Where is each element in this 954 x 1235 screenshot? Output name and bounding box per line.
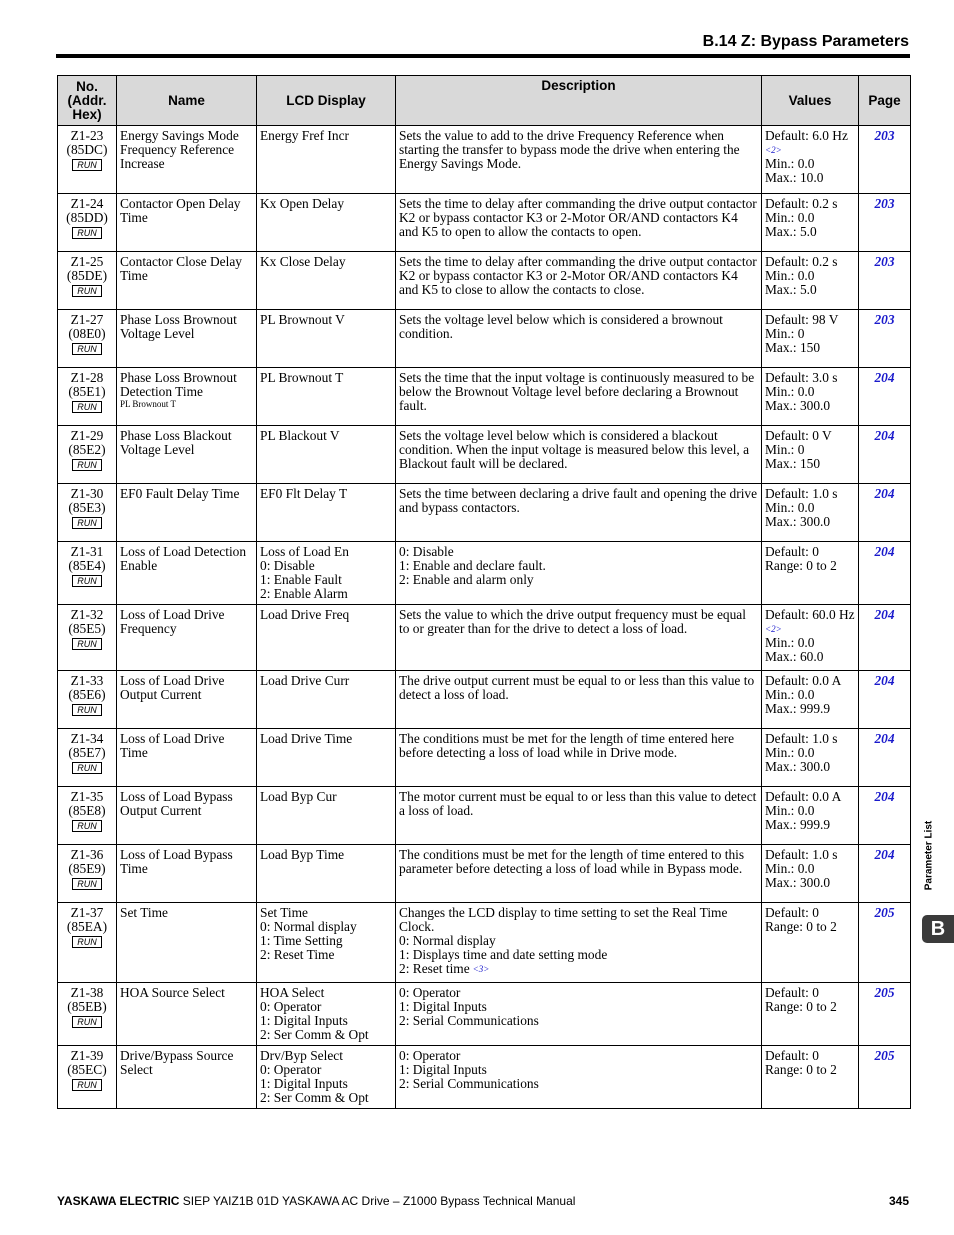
- param-number-cell: [58, 426, 117, 484]
- value-line: Range: 0 to 2: [765, 999, 837, 1014]
- lcd-display-line: 2: Reset Time: [260, 947, 335, 962]
- col-header-no: No. (Addr. Hex): [58, 76, 117, 126]
- table-row: [58, 310, 911, 368]
- lcd-display: PL Blackout V: [260, 428, 340, 443]
- description-cell: [396, 845, 762, 903]
- description-line: Sets the voltage level below which is considered a brownout condition.: [399, 312, 723, 341]
- description-line: 2: Serial Communications: [399, 1076, 539, 1091]
- lcd-display: PL Brownout T: [260, 370, 344, 385]
- values-cell: [762, 983, 859, 1046]
- value-line: Default: 98 V: [765, 312, 839, 327]
- values-cell: [762, 368, 859, 426]
- lcd-display-line: 2: Ser Comm & Opt: [260, 1027, 369, 1042]
- lcd-display-cell: [257, 903, 396, 983]
- footnote-ref-link[interactable]: <2>: [765, 624, 782, 634]
- param-address: (85EA): [66, 919, 108, 934]
- param-number: Z1-39: [70, 1048, 104, 1063]
- col-header-page: Page: [859, 76, 911, 126]
- description-line: The conditions must be met for the length of time entered here before detecting a loss of load while in Drive mode.: [399, 731, 735, 760]
- param-name: Loss of Load Drive Frequency: [120, 607, 225, 636]
- value-line: Min.: 0.0: [765, 861, 815, 876]
- page-link[interactable]: 203: [859, 310, 911, 368]
- lcd-display-line: 2: Ser Comm & Opt: [260, 1090, 369, 1105]
- param-address: (85DE): [66, 268, 108, 283]
- table-row: [58, 845, 911, 903]
- value-line: Min.: 0.0: [765, 156, 815, 171]
- lcd-display-line: 0: Disable: [260, 558, 315, 573]
- value-line: Default: 0.0 A: [765, 789, 842, 804]
- param-name-cell: [117, 426, 257, 484]
- table-row: [58, 787, 911, 845]
- description-cell: [396, 787, 762, 845]
- table-row: [58, 729, 911, 787]
- param-number: Z1-28: [70, 370, 104, 385]
- lcd-display-line: Drv/Byp Select: [260, 1048, 343, 1063]
- value-line: Max.: 999.9: [765, 817, 831, 832]
- param-address: (85EC): [67, 1062, 107, 1077]
- footer-brand: YASKAWA ELECTRIC: [57, 1194, 180, 1208]
- lcd-display-cell: [257, 787, 396, 845]
- param-number: Z1-24: [70, 196, 104, 211]
- description-cell: [396, 368, 762, 426]
- param-name-cell: [117, 845, 257, 903]
- description-cell: [396, 729, 762, 787]
- description-line: 1: Displays time and date setting mode: [399, 947, 608, 962]
- value-line: Min.: 0.0: [765, 384, 815, 399]
- description-line: 2: Serial Communications: [399, 1013, 539, 1028]
- value-line: Min.: 0.0: [765, 687, 815, 702]
- description-line: 0: Operator: [399, 1048, 461, 1063]
- values-cell: [762, 671, 859, 729]
- value-line: Max.: 10.0: [765, 170, 824, 185]
- param-number-cell: [58, 310, 117, 368]
- values-cell: [762, 426, 859, 484]
- run-badge: RUN: [72, 517, 102, 529]
- lcd-display-cell: [257, 671, 396, 729]
- param-name: Drive/Bypass Source Select: [120, 1048, 234, 1077]
- run-badge: RUN: [72, 459, 102, 471]
- param-number-cell: [58, 983, 117, 1046]
- lcd-display-cell: [257, 729, 396, 787]
- param-address: (85E7): [68, 745, 106, 760]
- lcd-display-line: 0: Operator: [260, 1062, 322, 1077]
- param-name-cell: [117, 368, 257, 426]
- values-cell: [762, 310, 859, 368]
- param-address: (85E3): [68, 500, 106, 515]
- run-badge: RUN: [72, 401, 102, 413]
- param-address: (85DC): [66, 142, 108, 157]
- value-line: Max.: 5.0: [765, 224, 817, 239]
- page-link[interactable]: 205: [859, 1046, 911, 1109]
- description-line: 1: Enable and declare fault.: [399, 558, 546, 573]
- param-number-cell: [58, 542, 117, 605]
- run-badge: RUN: [72, 1079, 102, 1091]
- param-address: (85E6): [68, 687, 106, 702]
- table-row: [58, 484, 911, 542]
- param-name: Contactor Close Delay Time: [120, 254, 242, 283]
- param-address: (85E1): [68, 384, 106, 399]
- description-cell: [396, 903, 762, 983]
- param-name: Energy Savings Mode Frequency Reference Increase: [120, 128, 239, 171]
- values-cell: [762, 252, 859, 310]
- col-header-values: Values: [762, 76, 859, 126]
- values-cell: [762, 194, 859, 252]
- param-name: Loss of Load Drive Output Current: [120, 673, 225, 702]
- value-line: Range: 0 to 2: [765, 919, 837, 934]
- param-number-cell: [58, 787, 117, 845]
- value-line: Default: 1.0 s: [765, 847, 838, 862]
- value-line: Min.: 0.0: [765, 500, 815, 515]
- page-link[interactable]: 204: [859, 845, 911, 903]
- description-line: 1: Digital Inputs: [399, 1062, 487, 1077]
- run-badge: RUN: [72, 159, 102, 171]
- values-cell: [762, 845, 859, 903]
- lcd-display-cell: [257, 426, 396, 484]
- page-link[interactable]: 204: [859, 787, 911, 845]
- footnote-ref-link[interactable]: <2>: [765, 145, 782, 155]
- value-line: Min.: 0.0: [765, 635, 815, 650]
- param-name-cell: [117, 126, 257, 194]
- values-cell: [762, 605, 859, 671]
- table-row: [58, 426, 911, 484]
- param-number: Z1-38: [70, 985, 104, 1000]
- value-line: Min.: 0.0: [765, 803, 815, 818]
- param-address: (85E4): [68, 558, 106, 573]
- parameter-table: [57, 75, 911, 1109]
- value-line: Max.: 300.0: [765, 875, 831, 890]
- lcd-display-cell: [257, 605, 396, 671]
- run-badge: RUN: [72, 638, 102, 650]
- lcd-display-line: Loss of Load En: [260, 544, 349, 559]
- param-number-cell: [58, 729, 117, 787]
- description-line: 2: Enable and alarm only: [399, 572, 534, 587]
- run-badge: RUN: [72, 820, 102, 832]
- description-cell: [396, 605, 762, 671]
- param-number-cell: [58, 252, 117, 310]
- param-address: (85E8): [68, 803, 106, 818]
- lcd-display-line: 0: Normal display: [260, 919, 357, 934]
- table-row: [58, 903, 911, 983]
- description-cell: [396, 194, 762, 252]
- value-line: Range: 0 to 2: [765, 558, 837, 573]
- param-name: Loss of Load Drive Time: [120, 731, 225, 760]
- param-number: Z1-23: [70, 128, 104, 143]
- param-name-cell: [117, 194, 257, 252]
- param-number: Z1-37: [70, 905, 104, 920]
- page-link[interactable]: 203: [859, 252, 911, 310]
- header-rule: [56, 54, 910, 58]
- description-cell: [396, 310, 762, 368]
- col-header-lcd: LCD Display: [257, 76, 396, 126]
- col-header-name: Name: [117, 76, 257, 126]
- run-badge: RUN: [72, 343, 102, 355]
- lcd-display: EF0 Flt Delay T: [260, 486, 348, 501]
- description-cell: [396, 484, 762, 542]
- lcd-display: Energy Fref Incr: [260, 128, 349, 143]
- param-number-cell: [58, 671, 117, 729]
- description-line: Sets the time that the input voltage is continuously measured to be below the Brownout Voltage level before declaring a Brownout fault.: [399, 370, 755, 413]
- value-line: Default: 0: [765, 1048, 819, 1063]
- page-link[interactable]: 204: [859, 729, 911, 787]
- lcd-display-line: 1: Time Setting: [260, 933, 343, 948]
- lcd-display-cell: [257, 126, 396, 194]
- lcd-display-cell: [257, 845, 396, 903]
- lcd-display-cell: [257, 484, 396, 542]
- param-number: Z1-27: [70, 312, 104, 327]
- page-link[interactable]: 203: [859, 194, 911, 252]
- param-name-lcd-note: PL Brownout T: [120, 399, 177, 409]
- param-name-cell: [117, 1046, 257, 1109]
- section-tab-b[interactable]: B: [922, 915, 954, 943]
- description-line: Sets the value to which the drive output frequency must be equal to or greater than for the drive to detect a loss of load.: [399, 607, 746, 636]
- param-address: (85E9): [68, 861, 106, 876]
- lcd-display: Load Byp Cur: [260, 789, 337, 804]
- param-number: Z1-32: [70, 607, 104, 622]
- param-name: HOA Source Select: [120, 985, 225, 1000]
- lcd-display: Load Drive Curr: [260, 673, 350, 688]
- lcd-display: Load Drive Time: [260, 731, 353, 746]
- page-link[interactable]: 205: [859, 903, 911, 983]
- value-line: Default: 0: [765, 905, 819, 920]
- values-cell: [762, 126, 859, 194]
- value-line: Default: 0: [765, 544, 819, 559]
- param-name-cell: [117, 542, 257, 605]
- values-cell: [762, 729, 859, 787]
- page-link[interactable]: 204: [859, 671, 911, 729]
- table-row: [58, 252, 911, 310]
- param-number-cell: [58, 126, 117, 194]
- lcd-display-line: 2: Enable Alarm: [260, 586, 348, 601]
- description-cell: [396, 426, 762, 484]
- table-header-row: [58, 76, 911, 126]
- run-badge: RUN: [72, 285, 102, 297]
- param-number: Z1-36: [70, 847, 104, 862]
- run-badge: RUN: [72, 227, 102, 239]
- param-name: EF0 Fault Delay Time: [120, 486, 240, 501]
- table-row: [58, 605, 911, 671]
- footnote-ref-link[interactable]: <3>: [472, 964, 490, 974]
- side-label-parameter-list: [920, 818, 938, 900]
- description-line: Changes the LCD display to time setting to set the Real Time Clock.: [399, 905, 728, 934]
- description-cell: [396, 252, 762, 310]
- value-line: Max.: 300.0: [765, 514, 831, 529]
- lcd-display: Kx Open Delay: [260, 196, 345, 211]
- param-number-cell: [58, 903, 117, 983]
- param-name: Loss of Load Bypass Time: [120, 847, 233, 876]
- table-row: [58, 542, 911, 605]
- description-line: The drive output current must be equal to or less than this value to detect a loss of load.: [399, 673, 755, 702]
- param-number: Z1-29: [70, 428, 104, 443]
- description-cell: [396, 126, 762, 194]
- param-name-cell: [117, 729, 257, 787]
- table-row: [58, 194, 911, 252]
- value-line: Min.: 0: [765, 442, 805, 457]
- run-badge: RUN: [72, 762, 102, 774]
- param-number-cell: [58, 605, 117, 671]
- description-line: The conditions must be met for the length of time entered to this parameter before detecting a loss of load while in Bypass mode.: [399, 847, 745, 876]
- description-line: 2: Reset time: [399, 961, 470, 976]
- param-number-cell: [58, 484, 117, 542]
- value-line: Default: 1.0 s: [765, 731, 838, 746]
- param-name: Phase Loss Brownout Detection Time: [120, 370, 237, 399]
- value-line: Default: 0 V: [765, 428, 832, 443]
- values-cell: [762, 484, 859, 542]
- param-number-cell: [58, 368, 117, 426]
- value-line: Max.: 150: [765, 340, 821, 355]
- description-line: Sets the value to add to the drive Frequency Reference when starting the transfer to bypass mode the drive when entering the Energy Savings Mode.: [399, 128, 740, 171]
- description-line: The motor current must be equal to or less than this value to detect a loss of load.: [399, 789, 757, 818]
- param-address: (85DD): [66, 210, 108, 225]
- lcd-display: Kx Close Delay: [260, 254, 346, 269]
- param-name: Phase Loss Blackout Voltage Level: [120, 428, 232, 457]
- table-row: [58, 368, 911, 426]
- param-name-cell: [117, 671, 257, 729]
- page-link[interactable]: 203: [859, 126, 911, 194]
- param-number: Z1-34: [70, 731, 104, 746]
- page-link[interactable]: 204: [859, 605, 911, 671]
- lcd-display: Load Drive Freq: [260, 607, 350, 622]
- lcd-display-cell: [257, 252, 396, 310]
- page-link[interactable]: 205: [859, 983, 911, 1046]
- param-address: (85E2): [68, 442, 106, 457]
- col-header-description: Description: [396, 76, 762, 126]
- values-cell: [762, 787, 859, 845]
- value-line: Default: 1.0 s: [765, 486, 838, 501]
- lcd-display-cell: [257, 983, 396, 1046]
- lcd-display-line: 0: Operator: [260, 999, 322, 1014]
- page-number: 345: [888, 1194, 909, 1208]
- value-line: Min.: 0.0: [765, 745, 815, 760]
- lcd-display-cell: [257, 194, 396, 252]
- param-name-cell: [117, 484, 257, 542]
- param-address: (08E0): [68, 326, 106, 341]
- page-link[interactable]: 204: [859, 542, 911, 605]
- lcd-display-cell: [257, 310, 396, 368]
- param-address: (85E5): [68, 621, 106, 636]
- description-cell: [396, 542, 762, 605]
- param-number-cell: [58, 845, 117, 903]
- page-link[interactable]: 204: [859, 484, 911, 542]
- value-line: Max.: 5.0: [765, 282, 817, 297]
- param-number: Z1-33: [70, 673, 104, 688]
- lcd-display-line: 1: Enable Fault: [260, 572, 342, 587]
- value-line: Max.: 300.0: [765, 759, 831, 774]
- lcd-display: PL Brownout V: [260, 312, 345, 327]
- description-line: Sets the time to delay after commanding the drive output contactor K2 or bypass contactor K3 or 2-Motor OR/AND contactors K4 and K5 to close to allow the contacts to close.: [399, 254, 757, 297]
- value-line: Default: 0.0 A: [765, 673, 842, 688]
- description-cell: [396, 671, 762, 729]
- description-line: Sets the time between declaring a drive fault and opening the drive and bypass contactors.: [399, 486, 758, 515]
- run-badge: RUN: [72, 936, 102, 948]
- description-line: 0: Disable: [399, 544, 454, 559]
- param-name-cell: [117, 605, 257, 671]
- value-line: Default: 0.2 s: [765, 196, 838, 211]
- section-title: B.14 Z: Bypass Parameters: [702, 33, 909, 50]
- page-link[interactable]: 204: [859, 368, 911, 426]
- run-badge: RUN: [72, 878, 102, 890]
- table-row: [58, 983, 911, 1046]
- table-row: [58, 1046, 911, 1109]
- value-line: Max.: 300.0: [765, 398, 831, 413]
- value-line: Default: 60.0 Hz: [765, 607, 855, 622]
- param-name: Loss of Load Detection Enable: [120, 544, 247, 573]
- side-label-text: Parameter List: [923, 820, 935, 891]
- run-badge: RUN: [72, 704, 102, 716]
- value-line: Min.: 0.0: [765, 210, 815, 225]
- description-cell: [396, 1046, 762, 1109]
- lcd-display-cell: [257, 542, 396, 605]
- value-line: Range: 0 to 2: [765, 1062, 837, 1077]
- lcd-display: Load Byp Time: [260, 847, 345, 862]
- lcd-display-line: 1: Digital Inputs: [260, 1013, 348, 1028]
- value-line: Default: 0: [765, 985, 819, 1000]
- param-address: (85EB): [67, 999, 107, 1014]
- param-number: Z1-25: [70, 254, 104, 269]
- value-line: Max.: 999.9: [765, 701, 831, 716]
- value-line: Default: 3.0 s: [765, 370, 838, 385]
- description-line: Sets the time to delay after commanding the drive output contactor K2 or bypass contactor K3 or 2-Motor OR/AND contactors K4 and K5 to open to allow the contacts to open.: [399, 196, 757, 239]
- param-name: Phase Loss Brownout Voltage Level: [120, 312, 237, 341]
- values-cell: [762, 542, 859, 605]
- param-name-cell: [117, 903, 257, 983]
- param-number: Z1-31: [70, 544, 104, 559]
- param-number: Z1-35: [70, 789, 104, 804]
- run-badge: RUN: [72, 1016, 102, 1028]
- value-line: Default: 0.2 s: [765, 254, 838, 269]
- param-number-cell: [58, 1046, 117, 1109]
- run-badge: RUN: [72, 575, 102, 587]
- page-link[interactable]: 204: [859, 426, 911, 484]
- lcd-display-cell: [257, 368, 396, 426]
- values-cell: [762, 903, 859, 983]
- value-line: Min.: 0: [765, 326, 805, 341]
- param-number-cell: [58, 194, 117, 252]
- footer-text: [57, 1194, 575, 1208]
- value-line: Min.: 0.0: [765, 268, 815, 283]
- values-cell: [762, 1046, 859, 1109]
- value-line: Max.: 60.0: [765, 649, 824, 664]
- param-name-cell: [117, 787, 257, 845]
- description-cell: [396, 983, 762, 1046]
- description-line: Sets the voltage level below which is considered a blackout condition. When the input voltage is measured below this level, a Blackout fault will be declared.: [399, 428, 750, 471]
- lcd-display-line: HOA Select: [260, 985, 325, 1000]
- footer-doc-title: SIEP YAIZ1B 01D YASKAWA AC Drive – Z1000 Bypass Technical Manual: [179, 1194, 576, 1208]
- param-name-cell: [117, 252, 257, 310]
- description-line: 0: Normal display: [399, 933, 496, 948]
- table-row: [58, 126, 911, 194]
- lcd-display-line: 1: Digital Inputs: [260, 1076, 348, 1091]
- lcd-display-line: Set Time: [260, 905, 309, 920]
- param-name: Loss of Load Bypass Output Current: [120, 789, 233, 818]
- param-name: Contactor Open Delay Time: [120, 196, 241, 225]
- param-name-cell: [117, 983, 257, 1046]
- description-line: 1: Digital Inputs: [399, 999, 487, 1014]
- value-line: Max.: 150: [765, 456, 821, 471]
- lcd-display-cell: [257, 1046, 396, 1109]
- param-name-cell: [117, 310, 257, 368]
- param-number: Z1-30: [70, 486, 104, 501]
- value-line: Default: 6.0 Hz: [765, 128, 848, 143]
- table-row: [58, 671, 911, 729]
- param-name: Set Time: [120, 905, 169, 920]
- description-line: 0: Operator: [399, 985, 461, 1000]
